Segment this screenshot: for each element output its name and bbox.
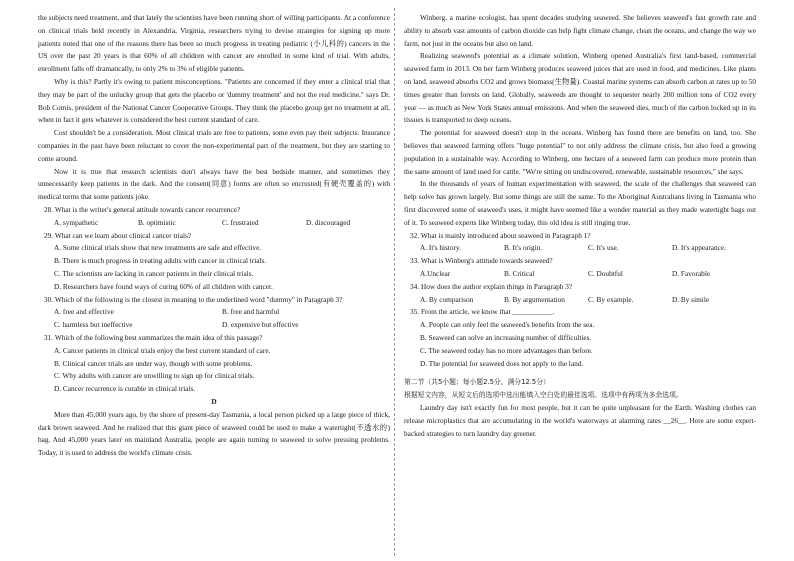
option: B. Critical xyxy=(504,268,535,278)
passage-d-paragraph: Winberg, a marine ecologist, has spent decades studying seaweed. She believes seaweed's fast growth rate and ability to absorb vast amounts of carbon dioxide can help fight climate change, clean the oceans, and change the way we farm, not just in the oceans but also on land. xyxy=(404,13,756,48)
option: C. Doubtful xyxy=(588,268,623,278)
option: D. Cancer recurrence is curable in clinical trials. xyxy=(54,384,196,394)
question-33-options xyxy=(404,268,756,281)
option: C. The scientists are lacking in cancer patients in their clinical trials. xyxy=(54,268,254,278)
option: B. Clinical cancer trials are under way, though with some problems. xyxy=(54,358,253,368)
option: A. Cancer patients in clinical trials enjoy the best current standard of care. xyxy=(54,345,271,355)
option: D. discouraged xyxy=(306,217,351,227)
left-column xyxy=(38,12,390,460)
right-column xyxy=(404,12,756,440)
passage-c-paragraph: Cost shouldn't be a consideration. Most clinical trials are free to patients, some even pay their subjects. Insurance companies in the past have been reluctant to cover the non-experimental part of the treatment, but they are starting to come around. xyxy=(38,128,390,163)
question-32-stem: 32. What is mainly introduced about seaweed in Paragraph 1? xyxy=(410,230,591,240)
option: A. By comparison xyxy=(420,294,474,304)
column-divider xyxy=(394,8,395,556)
option: B. free and harmful xyxy=(222,307,280,317)
question-31-stem: 31. Which of the following best summarizes the main idea of this passage? xyxy=(44,332,263,342)
passage-c-paragraph: the subjects need treatment, and that lately the scientists have been running short of willing participants. At a conference on clinical trials held recently in Alexandria, Virginia, researchers trying to devise strategies for signing up more patients noted that one of the reasons there has been so much progress in treating pediatric (小儿科的) cancers in the US over the past 20 years is that 60% of all children with cancer are enrolled in some kind of trial. With adults, enrollment falls off dramatically, to only 2% to 3% of eligible patients. xyxy=(38,13,390,74)
question-34-stem: 34. How does the author explain things in Paragraph 3? xyxy=(410,281,573,291)
passage-d-paragraph: The potential for seaweed doesn't stop in the oceans. Winberg has found there are benefits on land, too. She believes that seaweed farming offers "huge potential" to not only address the climate crisis, but also feed a growing population in a sustainable way. According to Winberg, one hectare of a seaweed farm can produce more protein than the same amount of land used for cattle. "We're sitting on undiscovered, renewable, sustainable resources," she says. xyxy=(404,128,756,176)
option: A. sympathetic xyxy=(54,217,99,227)
option: C. By example. xyxy=(588,294,634,304)
option: B. It's origin. xyxy=(504,243,543,253)
passage-d-paragraph: More than 45,000 years ago, by the shore of present-day Tasmania, a local person picked up a large piece of thick, dark brown seaweed. And he realized that this giant piece of seaweed could be used to make a watertight(不透水的) bag. And 45,000 years later on mainland Australia, people are again turning to seaweed to solve pressing problems. Today, it is used to address the world's climate crisis. xyxy=(38,409,390,458)
option: A. It's history. xyxy=(420,243,461,253)
passage-d-paragraph: In the thousands of years of human experimentation with seaweed, the scale of the challenges that seaweed can help solve has grown largely. But some things are still the same. To the Aboriginal Australians living in Tasmania who first discovered some of seaweed's uses, it might have seemed like a wonder material as they made watertight bags out of it. To seaweed experts like Winberg today, this old idea is still ringing true. xyxy=(404,179,756,227)
section-d-heading: D xyxy=(211,396,217,406)
option: C. frustrated xyxy=(222,217,259,227)
option: D. Favorable xyxy=(672,268,711,278)
question-28-options xyxy=(38,217,390,230)
question-32-options xyxy=(404,242,756,255)
passage-c-paragraph: Why is this? Partly it's owing to patient misconceptions. "Patients are concerned if they enter a clinical trial that they may be part of the unlucky group that gets the placebo or 'dummy treatment' and not the real medicine," says Dr. Bob Comis, president of the National Cancer Cooperative Groups. They think the placebo group get no treatment at all, when in fact it gets whatever is considered the best current standard of care. xyxy=(38,76,390,125)
option: C. The seaweed today has no more advantages than before. xyxy=(420,345,593,355)
question-35-stem: 35. From the article, we know that ___________. xyxy=(410,307,555,317)
question-30-options-ab xyxy=(38,306,390,319)
option: B. Seaweed can solve an increasing number of difficulties. xyxy=(420,332,592,342)
section-2-paragraph: Laundry day isn't exactly fun for most people, but it can be quite unpleasant for the Earth. Washing clothes can release microplastics that are accumulating in the world's waterways at alarming rates __26__. Here are some expert-backed strategies to turn laundry day greener. xyxy=(404,402,756,438)
option: B. By argumentation xyxy=(504,294,565,304)
question-30-options-cd xyxy=(38,319,390,332)
option: D. The potential for seaweed does not apply to the land. xyxy=(420,358,584,368)
question-33-stem: 33. What is Winberg's attitude towards seaweed? xyxy=(410,256,553,266)
option: A. free and effective xyxy=(54,307,114,317)
option: D. By simile xyxy=(672,294,710,304)
option: A.Unclear xyxy=(420,268,451,278)
question-28-stem: 28. What is the writer's general attitude towards cancer recurrence? xyxy=(44,204,241,214)
option: D. Researchers have found ways of curing 60% of all children with cancer. xyxy=(54,281,273,291)
passage-d-paragraph: Realizing seaweed's potential as a climate solution, Winberg opened Australia's first land-based, commercial seaweed farm in 2013. On her farm Winberg produces seaweed juices that are used in food, and medicines. Like plants on land, seaweed absorbs CO2 and grows biomass(生物量). Coastal marine systems can absorb carbon at rates up to 50 times greater than forests on land. Globally, seaweeds are thought to sequester nearly 200 million tons of CO2 every year — as much as New York States annual emissions. And when the seaweed dies, much of the carbon locked up in its tissues is transported to deep oceans. xyxy=(404,51,756,125)
option: D. It's appearance. xyxy=(672,243,726,253)
option: B. optimistic xyxy=(138,217,176,227)
option: D. expensive but effective xyxy=(222,320,299,330)
passage-c-paragraph: Now it is true that research scientists don't always have the best bedside manner, and sometimes they unnecessarily keep patients in the dark. And the consent(同意) forms are often so encrusted(有硬壳覆盖的) with medical terms that some patients joke. xyxy=(38,166,390,202)
option: A. People can only feel the seaweed's benefits from the sea. xyxy=(420,320,595,330)
option: C. harmless but ineffective xyxy=(54,320,133,330)
option: B. There is much progress in treating adults with cancer in clinical trials. xyxy=(54,256,267,266)
option: A. Some clinical trials show that new treatments are safe and effective. xyxy=(54,243,262,253)
option: C. It's use. xyxy=(588,243,619,253)
question-29-stem: 29. What can we learn about clinical cancer trials? xyxy=(44,230,192,240)
section-2-instructions: 根据短文内容，从短文后的选项中选出能填入空白处的最佳选项。选项中有两项为多余选项。 xyxy=(404,391,683,400)
option: C. Why adults with cancer are unwilling to sign up for clinical trials. xyxy=(54,371,255,381)
question-34-options xyxy=(404,294,756,307)
question-30-stem: 30. Which of the following is the closest in meaning to the underlined word "dummy" in Paragraph 3? xyxy=(44,294,343,304)
section-2-title: 第二节（共5小题；每小题2.5分，满分12.5分） xyxy=(404,378,550,387)
